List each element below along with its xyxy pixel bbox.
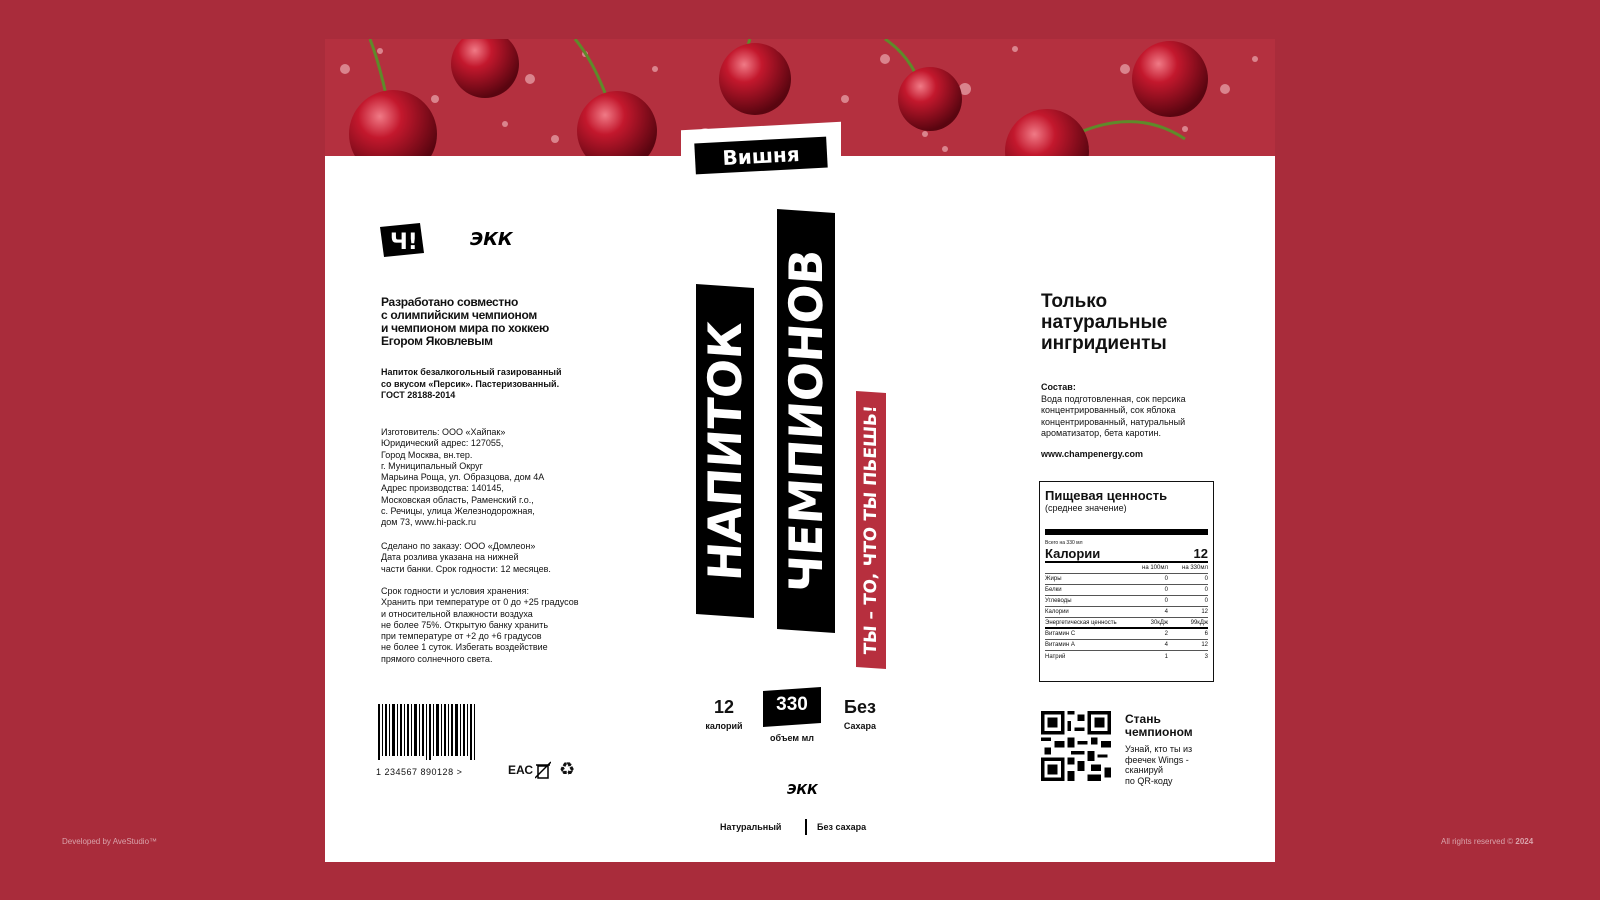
sugar-value: Без <box>844 697 876 717</box>
website-link[interactable]: www.champenergy.com <box>1041 449 1144 459</box>
nutrition-row: Жиры 0 0 <box>1045 574 1208 585</box>
nutrition-facts <box>1039 481 1214 682</box>
manufacturer-line: дом 73, www.hi-pack.ru <box>381 517 476 528</box>
storage-line: не более 75%. Открытую банку хранить <box>381 619 549 630</box>
copyright <box>1441 837 1533 846</box>
calories-value: 12 <box>713 697 735 717</box>
natural-headline <box>1041 291 1167 354</box>
nutrition-calories-label: Калории <box>1045 546 1101 561</box>
storage-line: Срок годности и условия хранения: <box>381 586 530 596</box>
center-partner-logo-text: ЭКК <box>787 783 818 797</box>
natural-line: Только <box>1041 291 1108 312</box>
developer-credit: Developed by AveStudio™ <box>62 837 158 846</box>
nutrition-thick-rule <box>1045 529 1208 535</box>
collab-line: Разработано совместно <box>381 295 518 309</box>
qr-text-line: феечек Wings - <box>1125 754 1189 765</box>
flavor-label: Вишня <box>721 141 801 170</box>
manufacturer-line: Изготовитель: ООО «Хайпак» <box>381 427 506 437</box>
manufacturer-line: Юридический адрес: 127055, <box>381 438 504 449</box>
tag-sugar-free: Без сахара <box>817 822 867 832</box>
natural-line: ингридиенты <box>1041 333 1167 354</box>
qr-text-line: сканируй <box>1125 765 1164 775</box>
nutrition-subtitle: (среднее значение) <box>1045 503 1127 513</box>
manufacturer-line: Город Москва, вн.тер. <box>381 449 473 460</box>
can-label-layout <box>325 39 1275 862</box>
copyright-prefix: All rights reserved © <box>1441 837 1516 846</box>
manufacturer-line: с. Речицы, улица Железнодорожная, <box>381 506 535 517</box>
order-info <box>381 541 551 575</box>
collab-headline <box>381 296 549 348</box>
collab-line: с олимпийским чемпионом <box>381 308 537 322</box>
qr-title-line: чемпионом <box>1125 725 1193 739</box>
barcode-number: 1 234567 890128 > <box>376 767 463 777</box>
qr-text-line: Узнай, кто ты из <box>1125 744 1193 754</box>
nutrition-title: Пищевая ценность <box>1045 488 1168 503</box>
hero-line-napitok: НАПИТОК <box>696 284 754 618</box>
brand-logo <box>380 223 430 257</box>
order-line: Сделано по заказу: ООО «Домлеон» <box>381 541 536 551</box>
nutrition-row: Калории 4 12 <box>1045 607 1208 618</box>
center-partner-logo <box>787 781 831 797</box>
storage-line: прямого солнечного света. <box>381 653 493 664</box>
nutrition-calories-value: 12 <box>1193 546 1208 561</box>
eac-mark: ЕАС <box>508 763 534 777</box>
product-description <box>381 367 561 402</box>
order-line: части банки. Срок годности: 12 месяцев. <box>381 563 551 574</box>
col-header-100: на 100мл <box>1142 565 1168 571</box>
nutrition-row: Углеводы 0 0 <box>1045 596 1208 607</box>
composition-line: концентрированный, сок яблока <box>1041 405 1176 416</box>
volume-label: объем мл <box>770 733 814 743</box>
composition-title: Состав: <box>1041 382 1076 392</box>
storage-line: и относительной влажности воздуха <box>381 608 533 619</box>
manufacturer-line: Адрес производства: 140145, <box>381 483 504 494</box>
col-header-330: на 330мл <box>1182 565 1208 571</box>
trash-bin-icon <box>535 761 551 779</box>
serving-note: Всего на 330 мл <box>1045 540 1083 546</box>
composition-line: Вода подготовленная, сок персика <box>1041 394 1186 404</box>
hero-slogan: ТЫ – ТО, ЧТО ТЫ ПЬЕШЬ! <box>856 391 886 669</box>
qr-title <box>1125 713 1193 739</box>
storage-info <box>381 586 579 665</box>
nutrition-row: Энергетическая ценность 30кДж 99кДж <box>1045 618 1208 629</box>
natural-line: натуральные <box>1041 312 1168 333</box>
tag-divider <box>805 819 807 835</box>
manufacturer-line: Марьина Роща, ул. Образцова, дом 4А <box>381 472 545 483</box>
storage-line: при температуре от +2 до +6 градусов <box>381 631 542 642</box>
nutrition-header-row <box>1045 563 1208 574</box>
product-line: со вкусом «Персик». Пастеризованный. <box>381 378 560 389</box>
barcode <box>376 704 486 777</box>
sugar-label: Сахара <box>843 721 877 731</box>
manufacturer-line: Московская область, Раменский г.о., <box>381 494 534 505</box>
qr-text <box>1125 744 1192 786</box>
order-line: Дата розлива указана на нижней <box>381 552 519 563</box>
nutrition-row: Витамин А 4 12 <box>1045 640 1208 651</box>
nutrition-row: Натрий 1 3 <box>1045 653 1208 660</box>
copyright-year: 2024 <box>1515 837 1534 846</box>
composition-line: концентрированный, натуральный <box>1041 416 1186 427</box>
product-line: Напиток безалкогольный газированный <box>381 367 562 377</box>
storage-line: не более 1 суток. Избегать воздействие <box>381 642 548 653</box>
partner-logo-text: ЭКК <box>470 229 513 250</box>
calories-row <box>1045 546 1208 563</box>
volume-value: 330 <box>776 694 808 715</box>
hero-line-champions: ЧЕМПИОНОВ <box>777 209 835 633</box>
composition-line: ароматизатор, бета каротин. <box>1041 427 1161 438</box>
brand-logo-text: Ч! <box>390 230 418 255</box>
nutrition-row: Витамин С 2 6 <box>1045 629 1208 640</box>
collab-line: Егором Яковлевым <box>381 334 493 348</box>
qr-text-line: по QR-коду <box>1125 775 1173 786</box>
manufacturer-info <box>381 427 544 529</box>
composition-text <box>1041 394 1186 439</box>
manufacturer-line: г. Муниципальный Округ <box>381 460 483 471</box>
partner-logo <box>470 227 532 251</box>
qr-title-line: Стань <box>1125 712 1161 726</box>
tag-natural: Натуральный <box>720 822 782 832</box>
storage-line: Хранить при температуре от 0 до +25 градусов <box>381 597 579 608</box>
barcode-bars <box>376 704 486 760</box>
calories-label: калорий <box>705 721 743 731</box>
nutrition-row: Белки 0 0 <box>1045 585 1208 596</box>
collab-line: и чемпионом мира по хоккею <box>381 321 549 335</box>
product-line: ГОСТ 28188-2014 <box>381 390 456 400</box>
qr-code[interactable] <box>1041 711 1111 781</box>
recycle-icon: ♻ <box>559 759 576 779</box>
